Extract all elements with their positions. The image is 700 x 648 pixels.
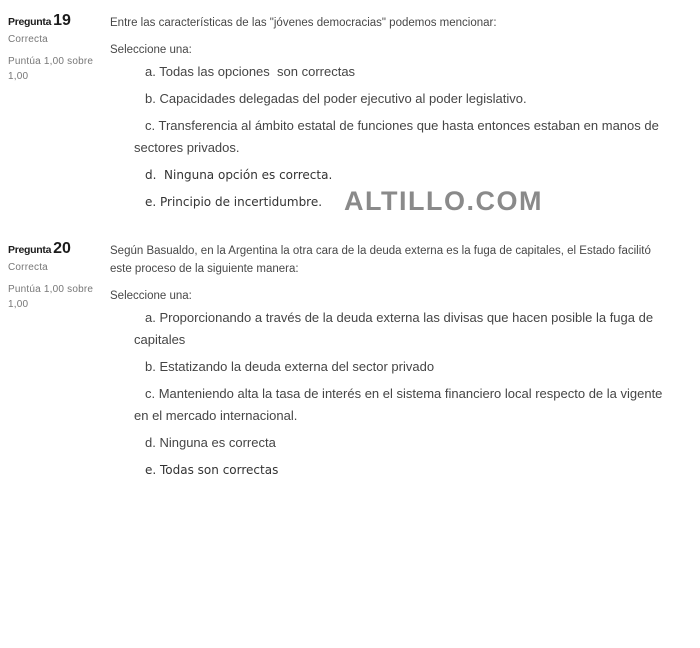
- question-label: Pregunta: [8, 244, 52, 256]
- option-c: c. Manteniendo alta la tasa de interés en el sistema financiero local respecto de la vigente en el mercado internacional.: [134, 386, 667, 423]
- question-number-value: 19: [53, 12, 71, 29]
- option-e: e. Principio de incertidumbre.: [145, 195, 323, 209]
- question-number: [8, 12, 110, 30]
- answer-prompt: Seleccione una:: [110, 290, 192, 302]
- option-e: e. Todas son correctas: [145, 463, 279, 477]
- question-20-info: [0, 240, 110, 312]
- option-b: b. Estatizando la deuda externa del sector privado: [145, 359, 435, 374]
- question-number-value: 20: [53, 240, 71, 257]
- answer-options: [110, 307, 666, 481]
- option-b: b. Capacidades delegadas del poder ejecutivo al poder legislativo.: [145, 91, 527, 106]
- question-block-20: [0, 240, 700, 486]
- answer-prompt: Seleccione una:: [110, 44, 192, 56]
- question-text: Según Basualdo, en la Argentina la otra cara de la deuda externa es la fuga de capitales, el Estado facilitó este proceso de la siguiente manera:: [110, 245, 655, 275]
- question-status: Correcta: [8, 262, 48, 273]
- option-c: c. Transferencia al ámbito estatal de funciones que hasta entonces estaban en manos de sectores privados.: [134, 118, 663, 155]
- option-d: d. Ninguna es correcta: [145, 435, 276, 450]
- question-text: Entre las características de las "jóvenes democracias" podemos mencionar:: [110, 17, 497, 29]
- question-19-info: [0, 12, 110, 84]
- altillo-watermark: ALTILLO.COM: [344, 186, 543, 216]
- question-label: Pregunta: [8, 16, 52, 28]
- question-grade: Puntúa 1,00 sobre 1,00: [8, 56, 94, 82]
- question-number: [8, 240, 110, 258]
- question-status: Correcta: [8, 34, 48, 45]
- question-grade: Puntúa 1,00 sobre 1,00: [8, 284, 94, 310]
- option-d: d. Ninguna opción es correcta.: [145, 168, 333, 182]
- option-a: a. Proporcionando a través de la deuda externa las divisas que hacen posible la fuga de capitales: [134, 310, 657, 347]
- option-a: a. Todas las opciones son correctas: [145, 64, 356, 79]
- question-20-content: [110, 240, 666, 486]
